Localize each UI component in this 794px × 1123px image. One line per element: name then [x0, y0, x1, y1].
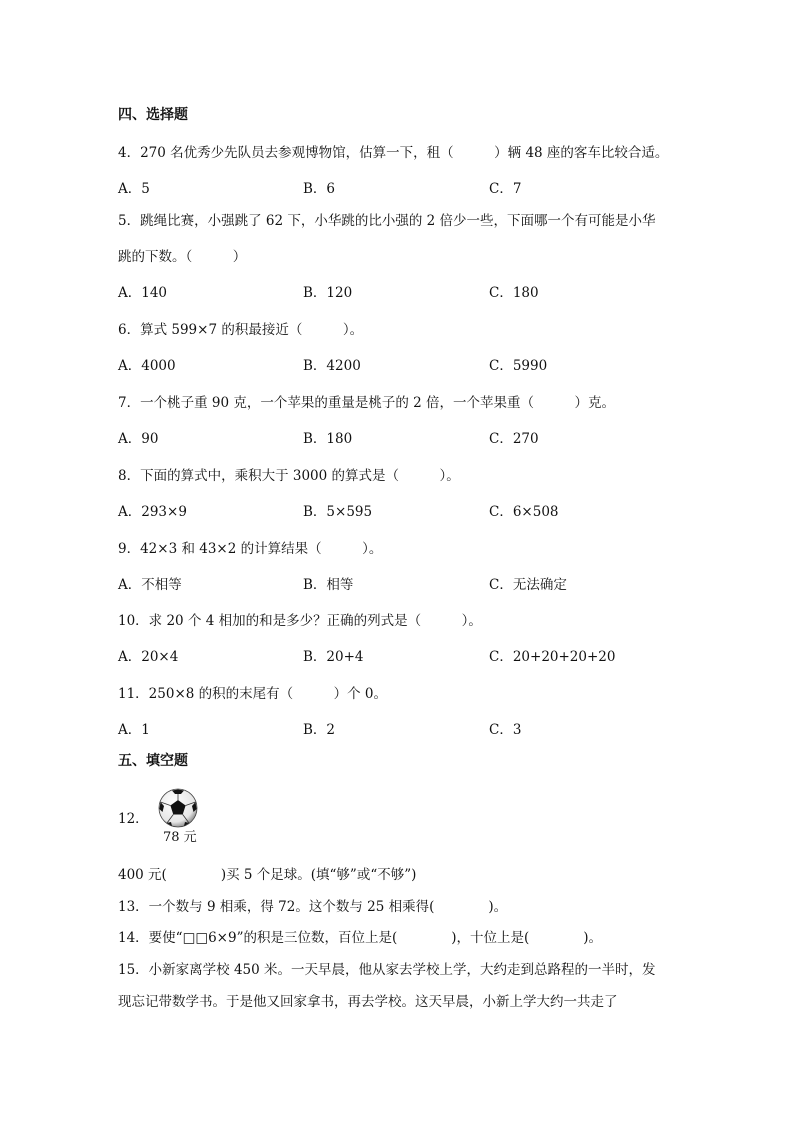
q8-option-a: A．293×9	[118, 504, 187, 520]
question-12-text: 400 元( )买 5 个足球。(填“够”或“不够”)	[118, 867, 417, 883]
q9-option-b: B．相等	[303, 577, 354, 593]
question-5-line-1: 5．跳绳比赛，小强跳了 62 下，小华跳的比小强的 2 倍少一些，下面哪一个有可能是小华	[118, 213, 656, 229]
q5-option-a: A．140	[118, 285, 168, 301]
q11-option-b: B．2	[303, 722, 336, 738]
question-7: 7．一个桃子重 90 克，一个苹果的重量是桃子的 2 倍，一个苹果重（ ）克。	[118, 395, 616, 411]
question-14: 14．要使“□□6×9”的积是三位数，百位上是( )，十位上是( )。	[118, 930, 603, 946]
q4-option-a: A．5	[118, 181, 150, 197]
q9-option-c: C．无法确定	[489, 577, 567, 593]
section4-heading: 四、选择题	[118, 107, 188, 123]
q11-option-c: C．3	[489, 722, 522, 738]
section5-heading: 五、填空题	[118, 753, 188, 769]
question-9: 9．42×3 和 43×2 的计算结果（ ）。	[118, 541, 383, 557]
question-15-line-2: 现忘记带数学书。于是他又回家拿书，再去学校。这天早晨，小新上学大约一共走了	[118, 994, 618, 1010]
question-13: 13．一个数与 9 相乘，得 72。这个数与 25 相乘得( )。	[118, 899, 508, 915]
q7-option-b: B．180	[303, 431, 353, 447]
q11-option-a: A．1	[118, 722, 150, 738]
question-4: 4．270 名优秀少先队员去参观博物馆，估算一下，租（ ）辆 48 座的客车比较合适。	[118, 145, 669, 161]
q7-option-a: A．90	[118, 431, 159, 447]
q5-option-b: B．120	[303, 285, 353, 301]
q6-option-b: B．4200	[303, 358, 361, 374]
q9-option-a: A．不相等	[118, 577, 182, 593]
question-6: 6．算式 599×7 的积最接近（ ）。	[118, 322, 364, 338]
question-5-line-2: 跳的下数。（ ）	[118, 249, 247, 265]
q5-option-c: C．180	[489, 285, 539, 301]
soccer-ball-icon	[158, 788, 198, 828]
ball-price: 78 元	[163, 830, 197, 845]
q10-option-c: C．20+20+20+20	[489, 649, 616, 665]
q4-option-b: B．6	[303, 181, 336, 197]
q10-option-a: A．20×4	[118, 649, 179, 665]
q10-option-b: B．20+4	[303, 649, 364, 665]
q4-option-c: C．7	[489, 181, 522, 197]
question-10: 10．求 20 个 4 相加的和是多少？正确的列式是（ ）。	[118, 613, 482, 629]
q6-option-c: C．5990	[489, 358, 548, 374]
question-8: 8．下面的算式中，乘积大于 3000 的算式是（ ）。	[118, 468, 460, 484]
q6-option-a: A．4000	[118, 358, 176, 374]
q8-option-c: C．6×508	[489, 504, 559, 520]
question-11: 11．250×8 的积的末尾有（ ）个 0。	[118, 686, 388, 702]
question-15-line-1: 15．小新家离学校 450 米。一天早晨，他从家去学校上学，大约走到总路程的一半时，发	[118, 962, 656, 978]
q7-option-c: C．270	[489, 431, 539, 447]
q8-option-b: B．5×595	[303, 504, 373, 520]
question-12-number: 12．	[118, 811, 149, 827]
